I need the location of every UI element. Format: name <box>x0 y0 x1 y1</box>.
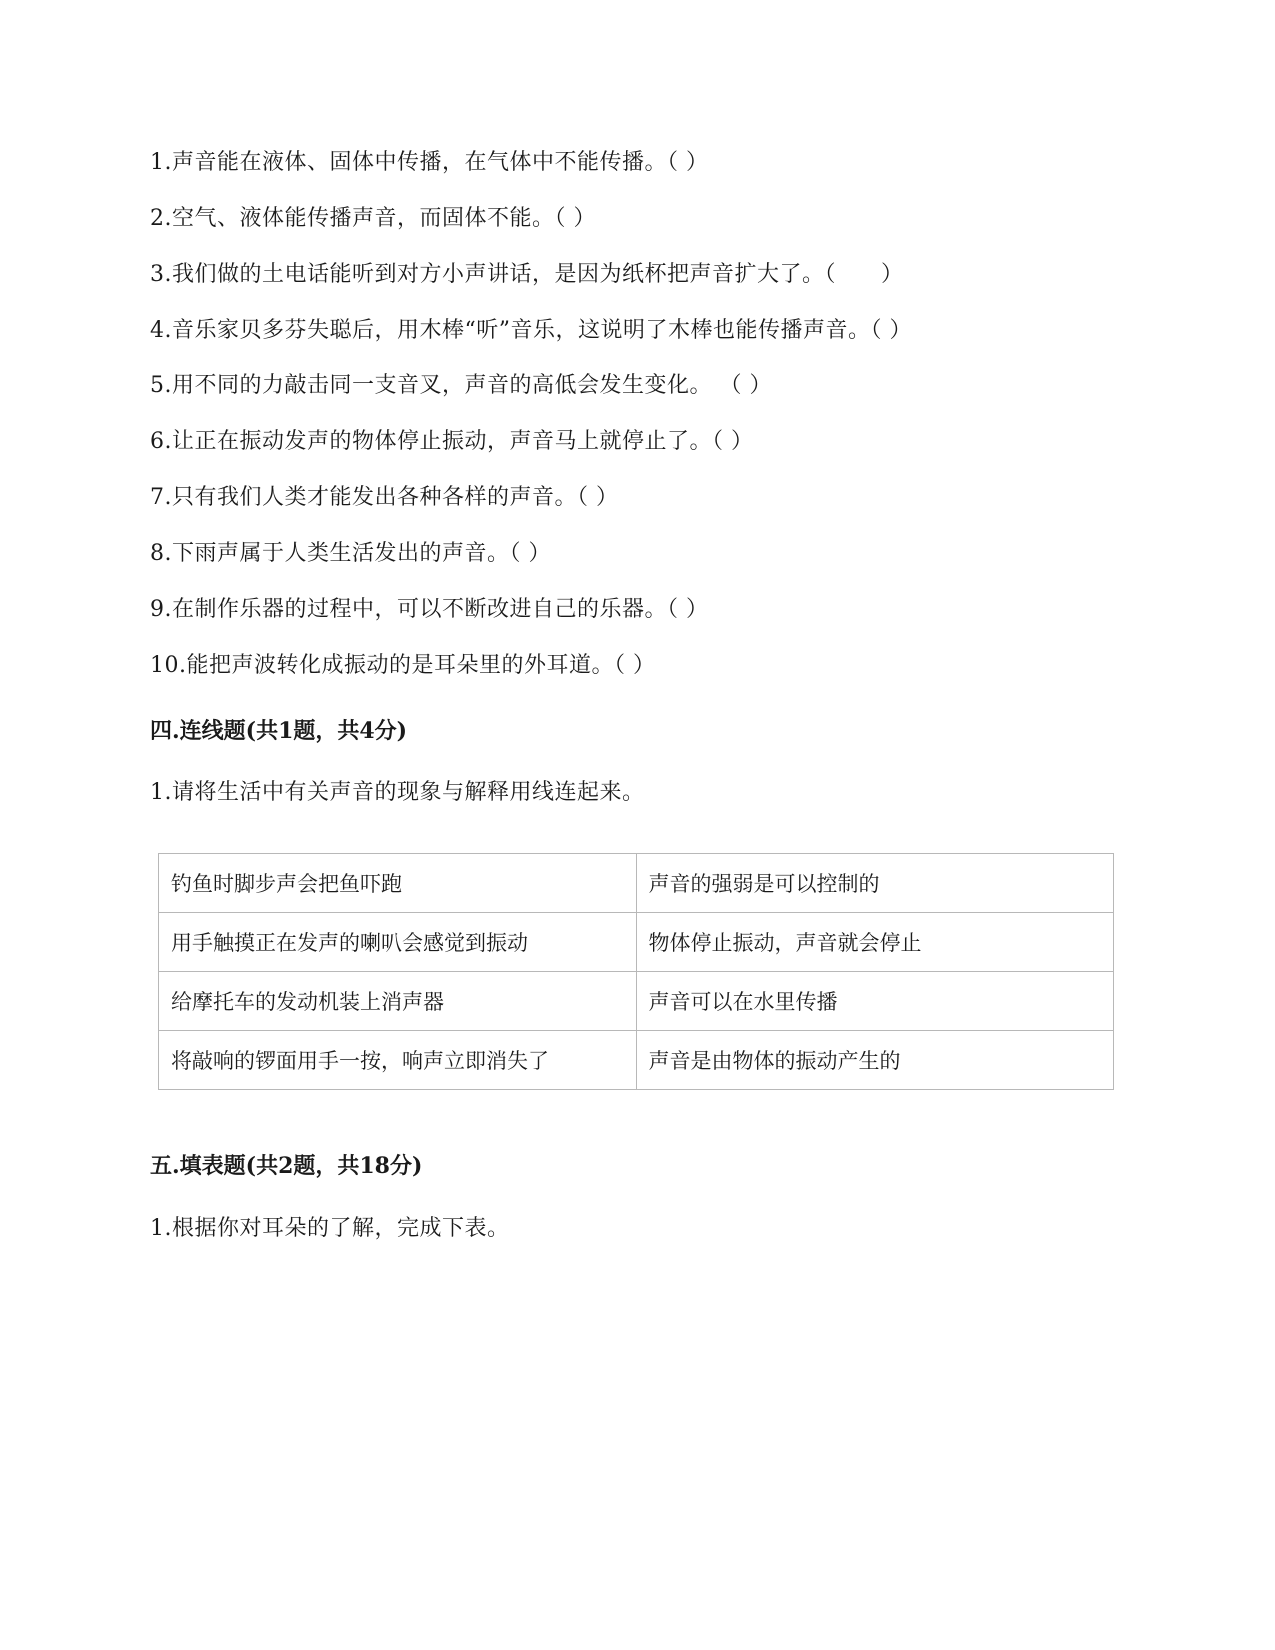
judgement-item-9: 9.在制作乐器的过程中，可以不断改进自己的乐器。（ ） <box>150 597 709 622</box>
explanation-cell: 物体停止振动，声音就会停止 <box>636 913 1114 972</box>
judgement-item-2: 2.空气、液体能传播声音，而固体不能。（ ） <box>150 206 596 231</box>
section-4-question: 1.请将生活中有关声音的现象与解释用线连起来。 <box>150 780 645 805</box>
judgement-item-4: 4.音乐家贝多芬失聪后，用木棒“听”音乐，这说明了木棒也能传播声音。（ ） <box>150 318 912 343</box>
judgement-item-5: 5.用不同的力敲击同一支音叉，声音的高低会发生变化。 （ ） <box>150 373 772 398</box>
phenomenon-cell: 用手触摸正在发声的喇叭会感觉到振动 <box>159 913 637 972</box>
phenomenon-cell: 给摩托车的发动机装上消声器 <box>159 972 637 1031</box>
explanation-cell: 声音是由物体的振动产生的 <box>636 1031 1114 1090</box>
section-4-heading: 四.连线题(共1题，共4分) <box>150 718 408 744</box>
table-row <box>159 913 1114 972</box>
judgement-item-7: 7.只有我们人类才能发出各种各样的声音。（ ） <box>150 485 619 510</box>
table-row <box>159 1031 1114 1090</box>
judgement-item-10: 10.能把声波转化成振动的是耳朵里的外耳道。（ ） <box>150 653 656 678</box>
table-row <box>159 854 1114 913</box>
section-5-question: 1.根据你对耳朵的了解，完成下表。 <box>150 1216 510 1241</box>
phenomenon-cell: 钓鱼时脚步声会把鱼吓跑 <box>159 854 637 913</box>
phenomenon-cell: 将敲响的锣面用手一按，响声立即消失了 <box>159 1031 637 1090</box>
table-row <box>159 972 1114 1031</box>
judgement-item-3: 3.我们做的土电话能听到对方小声讲话，是因为纸杯把声音扩大了。（ ） <box>150 262 904 287</box>
judgement-item-6: 6.让正在振动发声的物体停止振动，声音马上就停止了。（ ） <box>150 429 754 454</box>
explanation-cell: 声音可以在水里传播 <box>636 972 1114 1031</box>
section-5-heading: 五.填表题(共2题，共18分) <box>150 1153 423 1179</box>
judgement-item-1: 1.声音能在液体、固体中传播，在气体中不能传播。（ ） <box>150 150 709 175</box>
explanation-cell: 声音的强弱是可以控制的 <box>636 854 1114 913</box>
matching-table <box>158 853 1114 1090</box>
judgement-item-8: 8.下雨声属于人类生活发出的声音。（ ） <box>150 541 551 566</box>
